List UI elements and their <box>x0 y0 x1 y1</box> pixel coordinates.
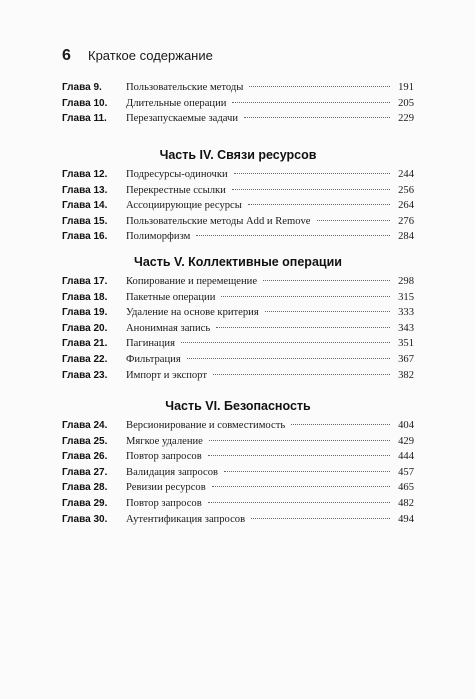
chapter-label: Глава 18. <box>62 291 108 303</box>
part-title: Часть IV. Связи ресурсов <box>159 148 317 162</box>
dot-leader <box>244 117 390 118</box>
chapter-label: Глава 22. <box>62 353 108 365</box>
page-number: 6 <box>62 47 71 64</box>
page-ref: 244 <box>398 169 414 180</box>
page-ref: 276 <box>398 215 414 227</box>
dot-leader <box>196 235 390 236</box>
toc-entry <box>62 80 414 96</box>
toc-entry <box>62 321 414 337</box>
page-ref: 482 <box>398 497 414 509</box>
toc-entry <box>62 198 414 214</box>
toc-entry <box>62 96 414 112</box>
toc-entry <box>62 418 414 434</box>
toc-section <box>62 250 414 383</box>
running-title: Краткое содержание <box>88 48 213 63</box>
chapter-title: Ревизии ресурсов <box>126 482 206 494</box>
chapter-label: Глава 15. <box>62 215 108 227</box>
page-ref: 315 <box>398 291 414 303</box>
dot-leader <box>209 440 390 441</box>
toc-entry <box>62 229 414 245</box>
page-ref: 404 <box>398 420 414 431</box>
page-ref: 191 <box>398 82 414 93</box>
toc-entry <box>62 480 414 496</box>
chapter-label: Глава 24. <box>62 420 108 431</box>
chapter-label: Глава 28. <box>62 482 108 494</box>
chapter-title: Пользовательские методы <box>126 82 244 93</box>
toc-entry <box>62 434 414 450</box>
dot-leader <box>263 280 390 281</box>
dot-leader <box>232 102 390 103</box>
chapter-title: Удаление на основе критерия <box>126 307 259 319</box>
page-ref: 494 <box>398 513 414 525</box>
chapter-title: Длительные операции <box>126 97 227 109</box>
dot-leader <box>181 342 390 343</box>
chapter-title: Мягкое удаление <box>126 435 203 447</box>
page-ref: 351 <box>398 338 414 350</box>
dot-leader <box>317 220 390 221</box>
running-header <box>62 47 213 65</box>
chapter-title: Фильтрация <box>126 353 181 365</box>
chapter-title: Полиморфизм <box>126 231 191 243</box>
chapter-label: Глава 20. <box>62 322 108 334</box>
part-title: Часть VI. Безопасность <box>165 399 311 413</box>
toc-entry <box>62 352 414 368</box>
page-ref: 229 <box>398 113 414 125</box>
toc-entry <box>62 336 414 352</box>
chapter-title: Подресурсы-одиночки <box>126 169 228 180</box>
toc-entry <box>62 449 414 465</box>
chapter-label: Глава 12. <box>62 169 108 180</box>
toc-section <box>62 80 414 127</box>
dot-leader <box>213 374 390 375</box>
toc-entry <box>62 465 414 481</box>
chapter-title: Повтор запросов <box>126 497 202 509</box>
chapter-label: Глава 13. <box>62 184 108 196</box>
dot-leader <box>221 296 390 297</box>
page-ref: 457 <box>398 466 414 478</box>
dot-leader <box>216 327 390 328</box>
page-ref: 264 <box>398 200 414 212</box>
chapter-title: Копирование и перемещение <box>126 276 258 287</box>
chapter-title: Валидация запросов <box>126 466 219 478</box>
chapter-label: Глава 29. <box>62 497 108 509</box>
page-ref: 429 <box>398 435 414 447</box>
chapter-label: Глава 11. <box>62 113 107 125</box>
chapter-label: Глава 14. <box>62 200 108 212</box>
chapter-title: Повтор запросов <box>126 451 202 463</box>
toc-section <box>62 143 414 245</box>
dot-leader <box>212 486 390 487</box>
page-ref: 333 <box>398 307 414 319</box>
chapter-title: Пакетные операции <box>126 291 216 303</box>
toc-entry <box>62 111 414 127</box>
chapter-title: Версионирование и совместимость <box>126 420 286 431</box>
toc-entry <box>62 368 414 384</box>
chapter-label: Глава 16. <box>62 231 108 243</box>
dot-leader <box>224 471 390 472</box>
page-ref: 256 <box>398 184 414 196</box>
toc-entry <box>62 290 414 306</box>
page-ref: 367 <box>398 353 414 365</box>
dot-leader <box>249 86 390 87</box>
page-ref: 382 <box>398 369 414 381</box>
chapter-title: Пользовательские методы Add и Remove <box>126 215 311 227</box>
toc-section <box>62 394 414 527</box>
dot-leader <box>234 173 390 174</box>
chapter-title: Анонимная запись <box>126 322 211 334</box>
dot-leader <box>232 189 390 190</box>
toc-entry <box>62 214 414 230</box>
page-ref: 444 <box>398 451 414 463</box>
chapter-label: Глава 26. <box>62 451 108 463</box>
chapter-label: Глава 19. <box>62 307 108 319</box>
chapter-label: Глава 27. <box>62 466 108 478</box>
chapter-label: Глава 17. <box>62 276 108 287</box>
dot-leader <box>265 311 390 312</box>
chapter-title: Пагинация <box>126 338 175 350</box>
page-ref: 284 <box>398 231 414 243</box>
toc-entry <box>62 183 414 199</box>
dot-leader <box>208 502 390 503</box>
dot-leader <box>208 455 390 456</box>
chapter-label: Глава 30. <box>62 513 108 525</box>
chapter-title: Перезапускаемые задачи <box>126 113 239 125</box>
page-ref: 343 <box>398 322 414 334</box>
page-ref: 298 <box>398 276 414 287</box>
toc-entry <box>62 305 414 321</box>
page-ref: 205 <box>398 97 414 109</box>
chapter-label: Глава 10. <box>62 97 108 109</box>
chapter-title: Аутентификация запросов <box>126 513 246 525</box>
toc-entry <box>62 167 414 183</box>
dot-leader <box>251 518 390 519</box>
chapter-label: Глава 21. <box>62 338 108 350</box>
part-title: Часть V. Коллективные операции <box>134 255 342 269</box>
toc-entry <box>62 496 414 512</box>
chapter-label: Глава 9. <box>62 82 102 93</box>
chapter-title: Перекрестные ссылки <box>126 184 226 196</box>
dot-leader <box>187 358 390 359</box>
chapter-title: Ассоциирующие ресурсы <box>126 200 242 212</box>
chapter-label: Глава 25. <box>62 435 108 447</box>
toc-entry <box>62 274 414 290</box>
chapter-label: Глава 23. <box>62 369 108 381</box>
toc-entry <box>62 512 414 528</box>
chapter-title: Импорт и экспорт <box>126 369 207 381</box>
dot-leader <box>248 204 390 205</box>
dot-leader <box>291 424 390 425</box>
page-ref: 465 <box>398 482 414 494</box>
